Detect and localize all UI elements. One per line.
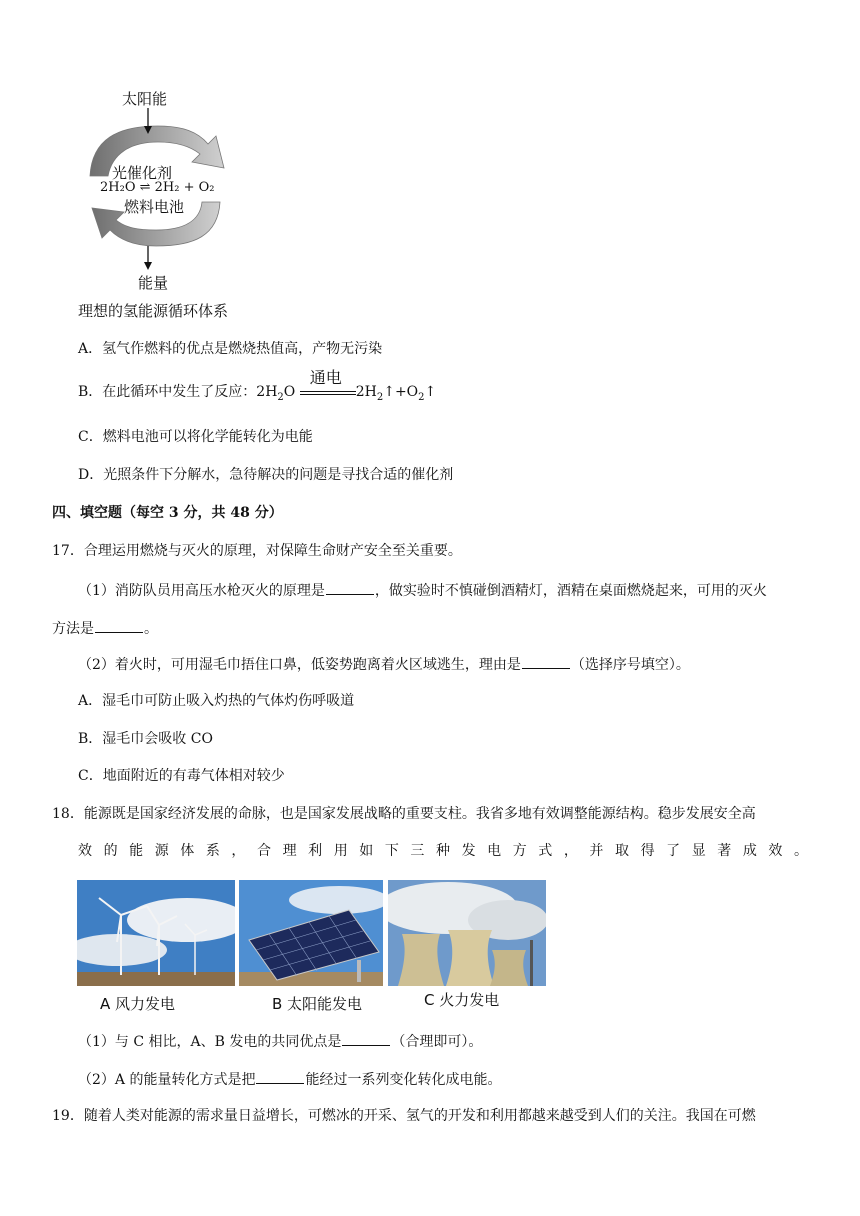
photo-caption-b: B 太阳能发电 [272,995,363,1013]
equals-sign-line [300,391,356,392]
answer-blank[interactable] [342,1031,390,1046]
answer-blank[interactable] [256,1069,304,1084]
q16-b-suffix: ↑+O [383,384,419,400]
q17-option-c: C．地面附近的有毒气体相对较少 [78,768,285,784]
q16-b-prefix: B．在此循环中发生了反应：2H [78,384,278,400]
q18-part2 [78,1069,501,1090]
q17-p1-d: 。 [144,621,158,637]
q17-option-b: B．湿毛巾会吸收 CO [78,731,213,747]
q16-b-end: ↑ [424,384,437,400]
thermal-power-photo [388,880,546,986]
q18-p2-a: （2）A 的能量转化方式是把 [78,1072,256,1088]
diagram-fuel-cell-label: 燃料电池 [124,198,185,216]
answer-blank[interactable] [95,618,143,633]
answer-blank[interactable] [522,654,570,669]
q18-stem-line1: 18．能源既是国家经济发展的命脉，也是国家发展战略的重要支柱。我省多地有效调整能源结构。稳步发展安全高 [52,806,756,822]
q17-part2 [78,654,690,675]
diagram-bottom-label: 能量 [138,274,169,292]
q16-option-c: C．燃料电池可以将化学能转化为电能 [78,429,313,445]
diagram-equation: 2H₂O ⇌ 2H₂ + O₂ [100,180,215,195]
q18-stem-line2: 效的能源体系，合理利用如下三种发电方式，并取得了显著成效。 [78,843,808,859]
section-title: 四、填空题（每空 3 分，共 48 分） [52,505,283,521]
q17-p1-c: 方法是 [52,621,94,637]
q18-p1-b: （合理即可）。 [391,1034,483,1050]
q17-p1-b: ，做实验时不慎碰倒酒精灯，酒精在桌面燃烧起来，可用的灭火 [374,583,767,599]
q16-b-reactant: O [283,384,296,400]
diagram-top-label: 太阳能 [122,90,168,108]
q17-part1 [78,580,767,601]
diagram-catalyst-label: 光催化剂 [112,164,173,182]
q16-option-b: B．在此循环中发生了反应：$2H_2O$ 通电 $2H_2↑+O_2↑$ [78,368,437,403]
q17-option-a: A．湿毛巾可防止吸入灼热的气体灼伤呼吸道 [78,693,355,709]
photo-caption-a: A 风力发电 [100,995,176,1013]
q17-p2-b: （选择序号填空）。 [570,657,690,673]
wind-power-photo [77,880,235,986]
q16-b-product: 2H [355,384,377,400]
equals-sign-line-2 [300,394,356,395]
reaction-arrow [300,368,356,402]
answer-blank[interactable] [326,580,374,595]
q18-p1-a: （1）与 C 相比，A、B 发电的共同优点是 [78,1034,342,1050]
q17-part1-cont [52,618,158,639]
q18-p2-b: 能经过一系列变化转化成电能。 [305,1072,502,1088]
q17-stem: 17．合理运用燃烧与灭火的原理，对保障生命财产安全至关重要。 [52,543,462,559]
hydrogen-cycle-diagram [78,84,248,294]
q16-option-d: D．光照条件下分解水，急待解决的问题是寻找合适的催化剂 [78,467,454,483]
q17-p2-a: （2）着火时，可用湿毛巾捂住口鼻，低姿势跑离着火区域逃生，理由是 [78,657,521,673]
q19-stem: 19．随着人类对能源的需求量日益增长，可燃冰的开采、氢气的开发和利用都越来越受到人们的关注。我国在可燃 [52,1108,756,1124]
q17-p1-a: （1）消防队员用高压水枪灭火的原理是 [78,583,325,599]
photo-caption-c: C 火力发电 [424,991,500,1009]
reaction-condition: 通电 [309,368,342,387]
diagram-caption: 理想的氢能源循环体系 [78,302,229,320]
solar-power-photo [239,880,383,986]
q16-option-a: A．氢气作燃料的优点是燃烧热值高，产物无污染 [78,341,383,357]
q18-part1 [78,1031,482,1052]
